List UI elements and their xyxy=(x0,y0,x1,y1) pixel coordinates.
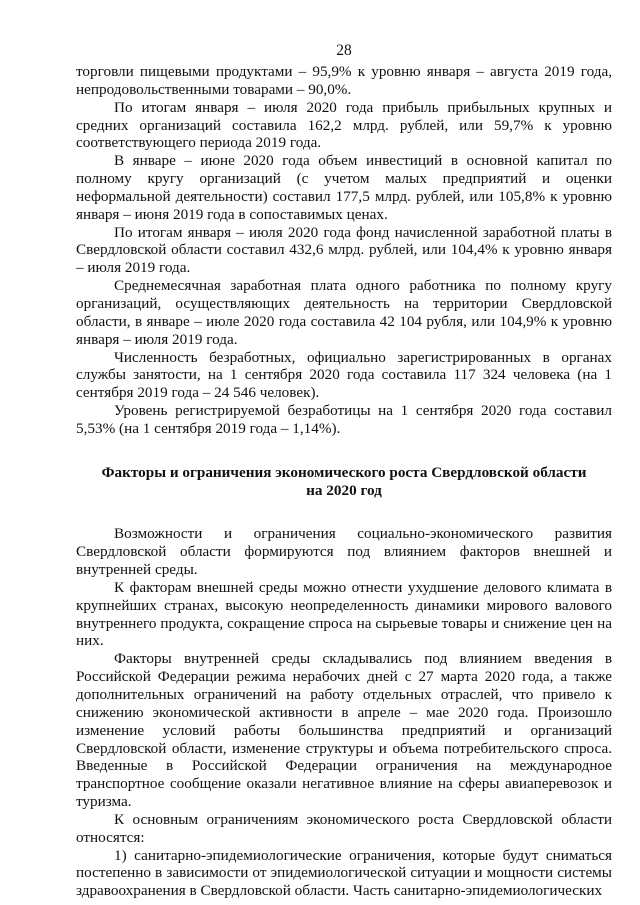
section-heading-line: Факторы и ограничения экономического роста Свердловской области xyxy=(101,463,587,481)
paragraph: Среднемесячная заработная плата одного работника по полному кругу организаций, осуществляющих деятельность на территории Свердловской области, в январе – июле 2020 года составила 42 104 рубля, или 104,9% к уровню января – июля 2019 года. xyxy=(76,277,612,348)
paragraph: торговли пищевыми продуктами – 95,9% к уровню января – августа 2019 года, непродовольственными товарами – 90,0%. xyxy=(76,63,612,98)
paragraph: По итогам января – июля 2020 года прибыль прибыльных крупных и средних организаций составила 162,2 млрд. рублей, или 59,7% к уровню соответствующего периода 2019 года. xyxy=(76,98,612,152)
paragraph: Численность безработных, официально зарегистрированных в органах службы занятости, на 1 сентября 2020 года составила 117 324 человека (на 1 сентября 2019 года – 24 546 человек). xyxy=(76,348,612,402)
section-heading xyxy=(76,464,612,500)
paragraph: К основным ограничениям экономического роста Свердловской области относятся: xyxy=(76,810,612,846)
document-body xyxy=(76,63,612,900)
paragraph: 1) санитарно-эпидемиологические ограничения, которые будут сниматься постепенно в зависимости от эпидемиологической ситуации и мощности системы здравоохранения в Свердловской области. Часть санитарно-эпидемиологических xyxy=(76,846,612,900)
page-number: 28 xyxy=(336,42,352,59)
paragraph: В январе – июне 2020 года объем инвестиций в основной капитал по полному кругу организаций (с учетом малых предприятий и оценки неформальной деятельности) составил 177,5 млрд. рублей, или 105,8% к уровню января – июня 2019 года в сопоставимых ценах. xyxy=(76,152,612,223)
paragraph: Уровень регистрируемой безработицы на 1 сентября 2020 года составил 5,53% (на 1 сентября 2019 года – 1,14%). xyxy=(76,402,612,437)
section-heading-line: на 2020 год xyxy=(306,481,382,499)
paragraph: По итогам января – июля 2020 года фонд начисленной заработной платы в Свердловской области составил 432,6 млрд. рублей, или 104,4% к уровню января – июля 2019 года. xyxy=(76,223,612,277)
paragraph: Возможности и ограничения социально-экономического развития Свердловской области формируются под влиянием факторов внешней и внутренней среды. xyxy=(76,525,612,579)
paragraph: К факторам внешней среды можно отнести ухудшение делового климата в крупнейших странах, высокую неопределенность динамики мирового валового внутреннего продукта, сокращение спроса на сырьевые товары и снижение цен на них. xyxy=(76,578,612,650)
paragraph: Факторы внутренней среды складывались под влиянием введения в Российской Федерации режима нерабочих дней с 27 марта 2020 года, а также дополнительных ограничений на работу отдельных отраслей, что привело к снижению экономической активности в апреле – мае 2020 года. Произошло изменение условий работы большинства предприятий и организаций Свердловской области, изменение структуры и объема потребительского спроса. Введенные в Российской Федерации ограничения на международное транспортное сообщение оказали негативное влияние на сферы авиаперевозок и туризма. xyxy=(76,650,612,811)
